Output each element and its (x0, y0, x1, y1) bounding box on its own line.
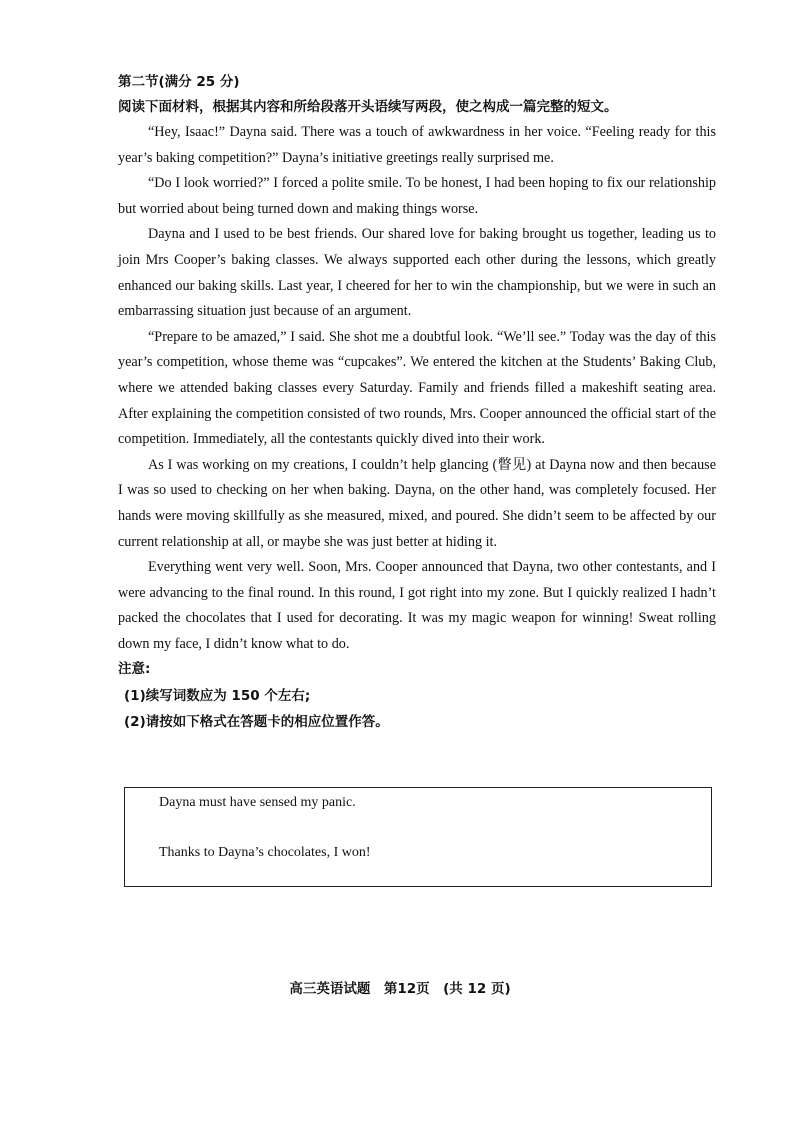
notes-heading: 注意: (118, 661, 151, 678)
passage-paragraph-1: “Hey, Isaac!” Dayna said. There was a touch of awkwardness in her voice. “Feeling ready for this year’s baking competition?” Dayna’s initiative greetings really surprised me. (118, 124, 716, 166)
passage-paragraph-4: “Prepare to be amazed,” I said. She shot me a doubtful look. “We’ll see.” Today was the day of this year’s competition, whose theme was “cupcakes”. We entered the kitchen at the Students’ Baking Club, where we attended baking classes every Saturday. Family and friends filled a makeshift seating area. After explaining the competition consisted of two rounds, Mrs. Cooper announced the official start of the competition. Immediately, all the contestants quickly dived into their work. (118, 328, 716, 448)
passage (118, 120, 716, 657)
passage-paragraph-2: “Do I look worried?” I forced a polite smile. To be honest, I had been hoping to fix our relationship but worried about being turned down and making things worse. (118, 175, 716, 217)
task-instruction: 阅读下面材料，根据其内容和所给段落开头语续写两段，使之构成一篇完整的短文。 (118, 99, 618, 115)
section-title: 第二节(满分 25 分) (118, 74, 240, 90)
exam-page (118, 70, 716, 735)
page-footer: 高三英语试题 第12页 (共 12 页) (289, 981, 511, 997)
paragraph-opener-2: Thanks to Dayna’s chocolates, I won! (159, 845, 371, 860)
passage-paragraph-6: Everything went very well. Soon, Mrs. Cooper announced that Dayna, two other contestants, and I were advancing to the final round. In this round, I got right into my zone. But I quickly realized I hadn’t packed the chocolates that I used for decorating. It was my magic weapon for winning! Sweat rolling down my face, I didn’t know what to do. (118, 559, 716, 652)
answer-format-box (124, 787, 712, 887)
note-item-format: (2)请按如下格式在答题卡的相应位置作答。 (124, 714, 389, 731)
note-item-word-count: (1)续写词数应为 150 个左右; (124, 688, 311, 705)
passage-paragraph-5: As I was working on my creations, I couldn’t help glancing (瞥见) at Dayna now and then because I was so used to checking on her when baking. Dayna, on the other hand, was completely focused. Her hands were moving skillfully as she measured, mixed, and poured. She didn’t seem to be affected by our current relationship at all, or maybe she was just better at hiding it. (118, 456, 716, 550)
passage-paragraph-3: Dayna and I used to be best friends. Our shared love for baking brought us together, leading us to join Mrs Cooper’s baking classes. We always supported each other during the lessons, which greatly enhanced our baking skills. Last year, I cheered for her to win the championship, but we were in such an embarrassing situation just because of an argument. (118, 226, 716, 320)
paragraph-opener-1: Dayna must have sensed my panic. (159, 795, 356, 810)
